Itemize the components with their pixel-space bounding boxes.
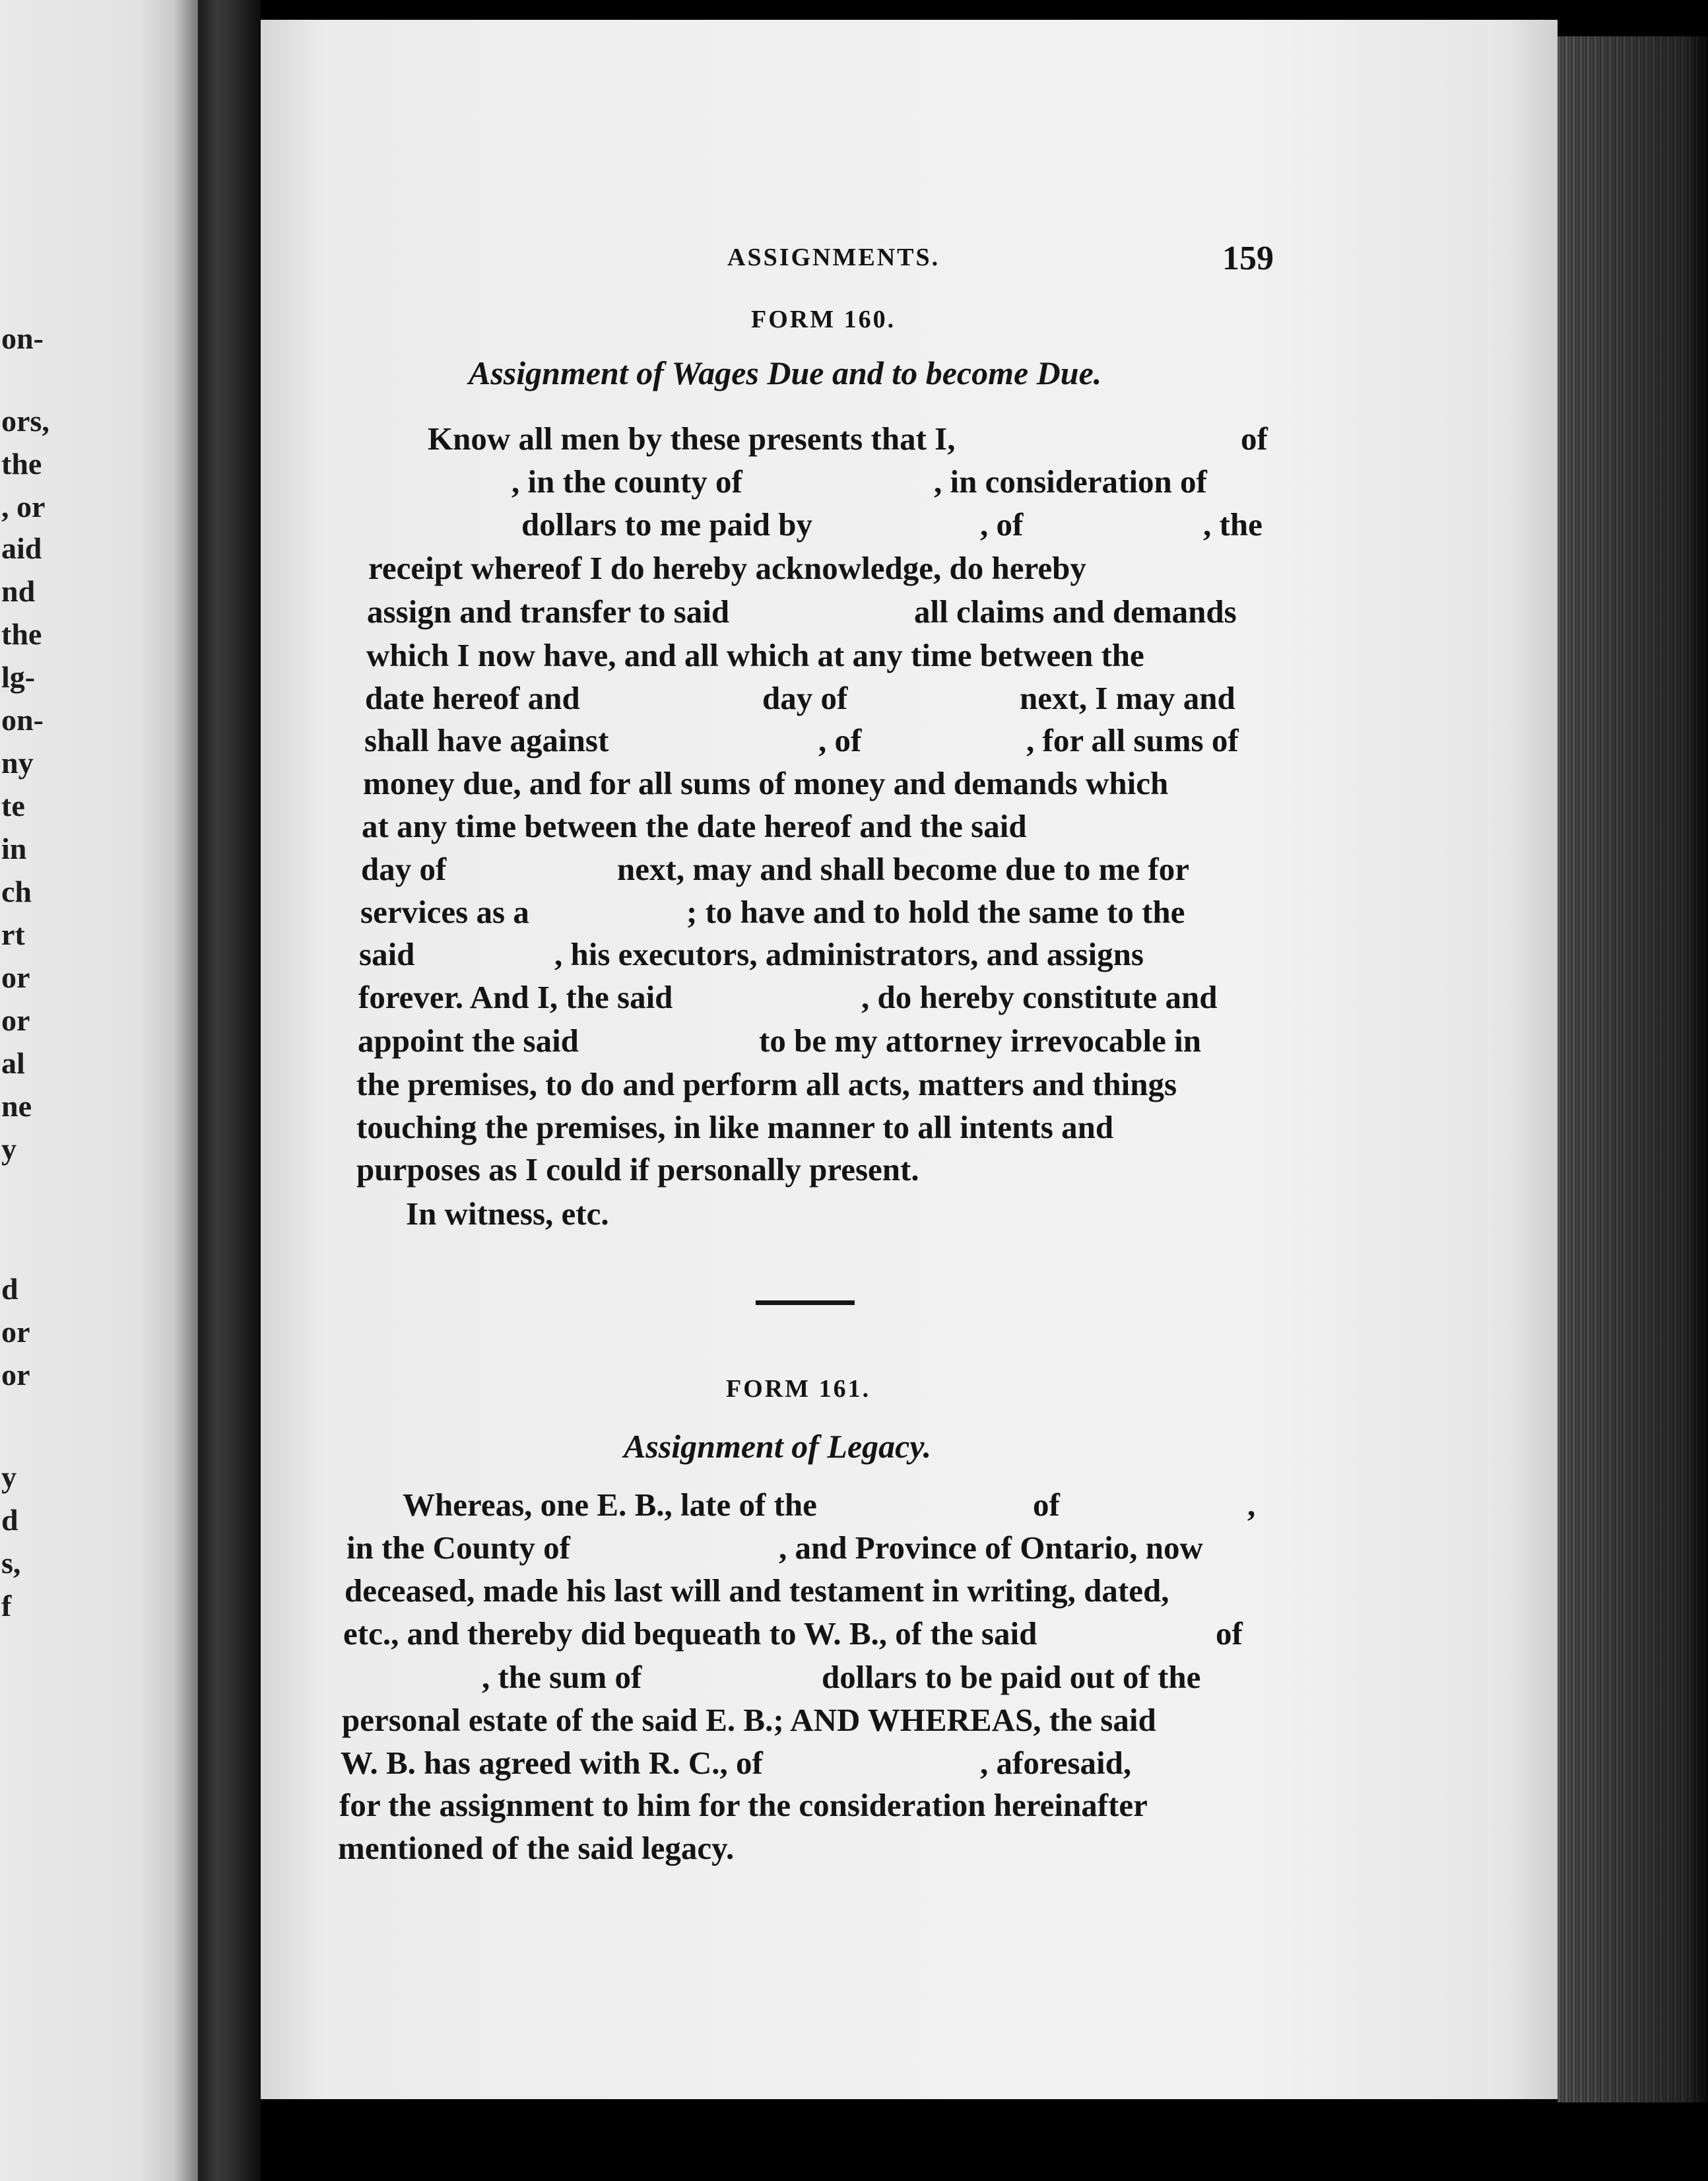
left-page-fragment: aid [1, 531, 42, 565]
form-161-heading: FORM 161. [726, 1375, 871, 1403]
left-page-fragment: d [1, 1272, 18, 1306]
left-page-fragment: ch [1, 875, 32, 908]
left-page-fragment: al [1, 1046, 25, 1080]
form-160-line-1-segment-1: Know all men by these presents that I, [428, 420, 956, 457]
left-page-text-fragments [0, 0, 53, 2181]
form-160-line-10-segment-1: at any time between the date hereof and the said [362, 808, 1027, 844]
form-160-line-13-segment-2: , his executors, administrators, and assigns [554, 936, 1144, 972]
form-160-line-1-segment-2: of [1241, 420, 1268, 457]
left-page-fragment: lg- [1, 660, 36, 694]
form-160-line-4-segment-1: receipt whereof I do hereby acknowledge, do hereby [368, 550, 1086, 586]
form-160-line-15-segment-2: to be my attorney irrevocable in [759, 1023, 1201, 1059]
left-page-fragment: on- [1, 703, 44, 737]
form-160-line-14-segment-2: , do hereby constitute and [861, 979, 1218, 1015]
form-160-line-17-segment-1: touching the premises, in like manner to all intents and [356, 1109, 1114, 1145]
form-160-line-2-segment-1: , in the county of [511, 463, 742, 500]
left-page-fragment: ny [1, 746, 34, 780]
form-160-line-7-segment-1: date hereof and [365, 680, 580, 716]
form-161-line-7-segment-2: , aforesaid, [980, 1745, 1132, 1781]
left-page-fragment: rt [1, 918, 25, 951]
book-gutter [198, 0, 261, 2181]
form-160-line-8-segment-1: shall have against [364, 722, 609, 758]
form-161-line-1-segment-2: of [1033, 1487, 1060, 1523]
left-page-fragment: or [1, 1003, 30, 1037]
form-160-line-13-segment-1: said [359, 936, 415, 972]
form-160-line-11-segment-1: day of [361, 851, 447, 887]
form-160-title: Assignment of Wages Due and to become Due. [469, 354, 1102, 391]
form-160-line-7-segment-2: day of [762, 680, 848, 716]
left-page-fragment: or [1, 1358, 30, 1392]
form-161-line-1-segment-3: , [1247, 1487, 1256, 1523]
left-page-fragment: f [1, 1589, 12, 1623]
form-160-line-19-segment-1: In witness, etc. [406, 1195, 609, 1232]
form-160-line-14-segment-1: forever. And I, the said [358, 979, 673, 1015]
left-page-fragment: te [1, 789, 25, 822]
form-161-line-3-segment-1: deceased, made his last will and testament in writing, dated, [345, 1572, 1169, 1609]
form-160-line-16-segment-1: the premises, to do and perform all acts, matters and things [356, 1066, 1177, 1102]
left-page-fragment: nd [1, 574, 36, 608]
left-page-fragment: y [1, 1460, 16, 1494]
form-161-line-8-segment-1: for the assignment to him for the consideration hereinafter [339, 1787, 1148, 1823]
form-160-line-12-segment-2: ; to have and to hold the same to the [686, 894, 1185, 930]
form-160-line-6-segment-1: which I now have, and all which at any time between the [366, 637, 1144, 673]
form-161-line-7-segment-1: W. B. has agreed with R. C., of [341, 1745, 763, 1781]
form-160-line-7-segment-3: next, I may and [1020, 680, 1235, 716]
form-161-line-4-segment-1: etc., and thereby did bequeath to W. B., of the said [343, 1615, 1037, 1652]
left-page-fragment: ne [1, 1089, 32, 1123]
form-160-line-3-segment-1: dollars to me paid by [521, 506, 813, 543]
form-160-line-9-segment-1: money due, and for all sums of money and demands which [363, 765, 1169, 801]
form-160-line-5-segment-2: all claims and demands [914, 593, 1237, 630]
form-161-line-2-segment-1: in the County of [346, 1529, 570, 1566]
form-160-line-3-segment-3: , the [1203, 506, 1263, 543]
left-page-fragment: the [1, 447, 42, 481]
form-160-line-18-segment-1: purposes as I could if personally present. [356, 1151, 919, 1188]
form-161-line-5-segment-2: dollars to be paid out of the [822, 1659, 1201, 1695]
running-head: ASSIGNMENTS. [727, 244, 940, 271]
form-160-heading: FORM 160. [751, 306, 896, 333]
page-number: 159 [1222, 240, 1274, 277]
left-page-fragment: s, [1, 1546, 21, 1580]
left-page-fragment: on- [1, 321, 44, 355]
left-page-fragment: or [1, 960, 30, 994]
form-160-line-3-segment-2: , of [980, 506, 1024, 543]
form-161-title: Assignment of Legacy. [624, 1428, 932, 1465]
form-160-line-2-segment-2: , in consideration of [934, 463, 1207, 500]
form-160-line-8-segment-3: , for all sums of [1026, 722, 1239, 758]
form-160-line-5-segment-1: assign and transfer to said [367, 593, 730, 630]
left-page-fragment: in [1, 832, 27, 865]
form-161-line-2-segment-2: , and Province of Ontario, now [779, 1529, 1203, 1566]
form-161-line-1-segment-1: Whereas, one E. B., late of the [403, 1487, 817, 1523]
section-divider [756, 1300, 855, 1305]
left-page-fragment: ors, [1, 404, 49, 438]
form-160-line-15-segment-1: appoint the said [358, 1023, 579, 1059]
form-160-line-12-segment-1: services as a [360, 894, 529, 930]
form-160-line-11-segment-2: next, may and shall become due to me for [617, 851, 1189, 887]
left-page-fragment: , or [1, 490, 46, 523]
left-page-fragment: the [1, 617, 42, 651]
form-161-line-6-segment-1: personal estate of the said E. B.; AND WHEREAS, the said [342, 1702, 1156, 1738]
left-page-fragment: or [1, 1315, 30, 1349]
form-161-line-9-segment-1: mentioned of the said legacy. [338, 1830, 735, 1866]
left-page-fragment: d [1, 1503, 18, 1537]
form-161-line-5-segment-1: , the sum of [482, 1659, 642, 1695]
page-edges [1558, 36, 1708, 2102]
form-160-line-8-segment-2: , of [818, 722, 862, 758]
left-page-fragment: y [1, 1132, 16, 1166]
form-161-line-4-segment-2: of [1216, 1615, 1243, 1652]
